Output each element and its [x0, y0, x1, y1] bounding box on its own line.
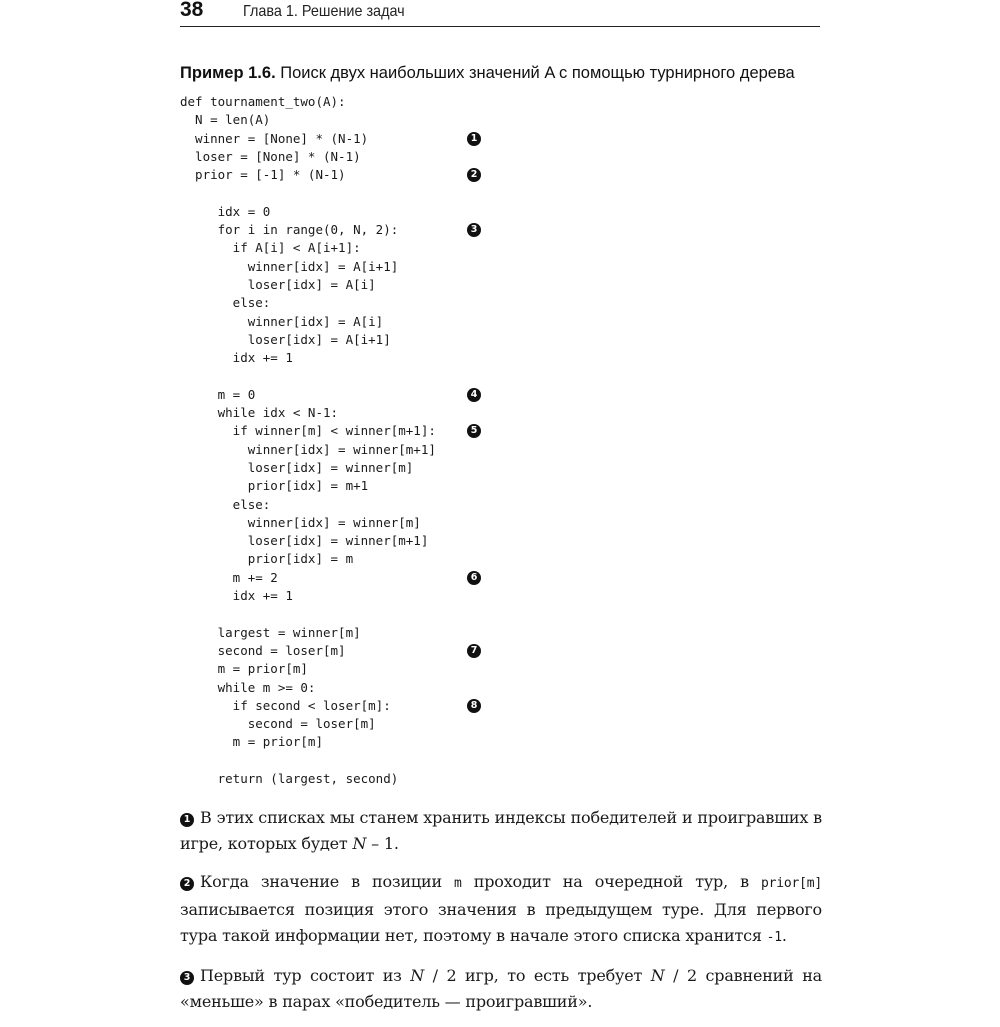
code-text: m = 0 — [180, 386, 256, 402]
code-line — [180, 331, 500, 349]
page-number: 38 — [180, 0, 204, 21]
code-line — [180, 203, 500, 221]
inline-code: prior[m] — [760, 876, 822, 891]
code-line — [180, 550, 500, 568]
code-text: idx += 1 — [180, 588, 293, 604]
code-line — [180, 422, 500, 440]
code-listing — [180, 93, 500, 788]
code-text: winner[idx] = A[i+1] — [180, 258, 399, 274]
code-line — [180, 569, 500, 587]
code-line — [180, 715, 500, 733]
code-line — [180, 239, 500, 257]
example-caption — [180, 62, 840, 84]
note-callout-marker: 1 — [180, 813, 194, 827]
code-line — [180, 679, 500, 697]
code-text: winner[idx] = winner[m+1] — [180, 441, 436, 457]
callout-marker: 5 — [467, 424, 481, 438]
note-text: Первый тур состоит из — [200, 966, 411, 985]
code-line — [180, 642, 500, 660]
code-text: N = len(A) — [180, 112, 271, 128]
code-line — [180, 111, 500, 129]
code-text: if winner[m] < winner[m+1]: — [180, 423, 436, 439]
note-text: / 2 игр, то есть требует — [424, 966, 651, 985]
code-text: else: — [180, 496, 271, 512]
code-line — [180, 258, 500, 276]
note-text: проходит на очередной тур, в — [461, 872, 761, 891]
code-text: if second < loser[m]: — [180, 697, 391, 713]
code-line — [180, 367, 500, 385]
code-text: loser[idx] = A[i+1] — [180, 331, 391, 347]
code-line — [180, 166, 500, 184]
note-text: В этих списках мы станем хранить индексы победителей и проигравших в игре, которых будет — [180, 808, 822, 853]
code-line — [180, 587, 500, 605]
code-text: idx += 1 — [180, 350, 293, 366]
code-line — [180, 93, 500, 111]
code-text: prior[idx] = m+1 — [180, 478, 369, 494]
code-text: while idx < N-1: — [180, 405, 339, 421]
code-line — [180, 148, 500, 166]
code-text: largest = winner[m] — [180, 624, 361, 640]
code-line — [180, 441, 500, 459]
code-text: return (largest, second) — [180, 770, 399, 786]
code-text: for i in range(0, N, 2): — [180, 222, 399, 238]
code-line — [180, 459, 500, 477]
code-text: loser[idx] = winner[m+1] — [180, 533, 429, 549]
callout-marker: 1 — [467, 132, 481, 146]
note-paragraph — [180, 805, 822, 857]
code-line — [180, 276, 500, 294]
code-text: m = prior[m] — [180, 661, 308, 677]
math-variable: N — [352, 834, 367, 853]
code-line — [180, 770, 500, 788]
note-text: / 2 сравнений на «меньше» в парах «победитель — проигравший». — [180, 966, 822, 1011]
code-text: second = loser[m] — [180, 642, 346, 658]
math-variable: N — [410, 966, 425, 985]
code-text: idx = 0 — [180, 203, 271, 219]
code-line — [180, 349, 500, 367]
code-text: prior[idx] = m — [180, 551, 354, 567]
code-line — [180, 294, 500, 312]
code-text: m += 2 — [180, 569, 278, 585]
code-line — [180, 313, 500, 331]
chapter-title: Глава 1. Решение задач — [243, 3, 405, 20]
code-line — [180, 184, 500, 202]
inline-code: m — [454, 876, 462, 891]
note-callout-marker: 3 — [180, 971, 194, 985]
code-line — [180, 624, 500, 642]
code-text: prior = [-1] * (N-1) — [180, 167, 346, 183]
example-title: Поиск двух наибольших значений A с помощью турнирного дерева — [280, 64, 795, 82]
code-line — [180, 605, 500, 623]
code-text: else: — [180, 295, 271, 311]
code-line — [180, 752, 500, 770]
note-paragraph — [180, 869, 822, 951]
code-line — [180, 514, 500, 532]
callout-marker: 4 — [467, 388, 481, 402]
math-variable: N — [650, 966, 665, 985]
code-text: second = loser[m] — [180, 716, 376, 732]
running-header — [180, 0, 820, 27]
code-text: winner[idx] = winner[m] — [180, 514, 421, 530]
code-text: loser = [None] * (N-1) — [180, 148, 361, 164]
code-text: loser[idx] = A[i] — [180, 276, 376, 292]
callout-marker: 3 — [467, 223, 481, 237]
note-text: Когда значение в позиции — [200, 872, 455, 891]
note-text: . — [781, 926, 787, 945]
note-text: записывается позиция этого значения в предыдущем туре. Для первого тура такой информации нет, поэтому в начале этого списка хранится — [180, 900, 822, 945]
code-line — [180, 660, 500, 678]
code-line — [180, 697, 500, 715]
code-text: m = prior[m] — [180, 734, 323, 750]
notes — [180, 805, 822, 1027]
code-text: while m >= 0: — [180, 679, 316, 695]
code-line — [180, 386, 500, 404]
code-text: loser[idx] = winner[m] — [180, 459, 414, 475]
note-callout-marker: 2 — [180, 877, 194, 891]
code-text: winner[idx] = A[i] — [180, 313, 384, 329]
inline-code: -1 — [766, 930, 782, 945]
code-line — [180, 404, 500, 422]
note-text: – 1. — [366, 834, 399, 853]
callout-marker: 6 — [467, 571, 481, 585]
code-line — [180, 496, 500, 514]
code-text: def tournament_two(A): — [180, 94, 346, 109]
callout-marker: 2 — [467, 168, 481, 182]
example-label: Пример 1.6. — [180, 64, 276, 82]
code-line — [180, 221, 500, 239]
code-line — [180, 477, 500, 495]
callout-marker: 8 — [467, 699, 481, 713]
code-text: winner = [None] * (N-1) — [180, 130, 369, 146]
note-paragraph — [180, 963, 822, 1015]
code-text: if A[i] < A[i+1]: — [180, 240, 361, 256]
code-line — [180, 532, 500, 550]
callout-marker: 7 — [467, 644, 481, 658]
code-line — [180, 130, 500, 148]
code-line — [180, 733, 500, 751]
